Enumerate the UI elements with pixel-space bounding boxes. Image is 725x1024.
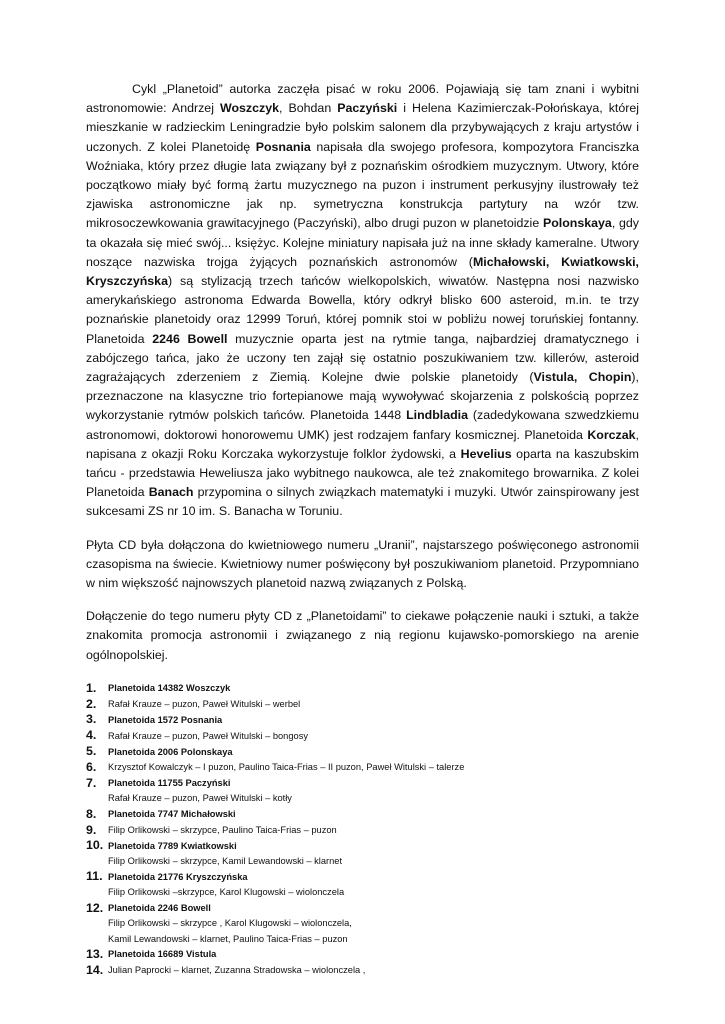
- bold-name: Michałowski, Kwiatkowski, Kryszczyńska: [86, 254, 639, 289]
- track-details: [108, 728, 308, 744]
- track-title: Planetoida 2006 Polonskaya: [108, 746, 233, 757]
- text-run: i Helena Kazimierczak-Połońskaya, której mieszkanie w radzieckim Leningradzie było polskim salonem dla przybywających z kraju artystów i uczonych. Z kolei Planetoidę: [86, 101, 639, 154]
- track-item: [86, 807, 639, 823]
- track-title: Planetoida 7789 Kwiatkowski: [108, 840, 237, 851]
- text-run: Dołączenie do tego numeru płyty CD z „Planetoidami” to ciekawe połączenie nauki i sztuki, a także znakomita promocja astronomii i związanego z nią regionu kujawsko-pomorskiego na arenie ogólnopolskiej.: [86, 609, 639, 662]
- track-item: [86, 760, 639, 776]
- track-item: [86, 681, 639, 697]
- track-performers: Krzysztof Kowalczyk – I puzon, Paulino Taica-Frias – II puzon, Paweł Witulski – talerze: [108, 762, 465, 773]
- body-text: [86, 80, 639, 665]
- track-number: 12.: [86, 900, 104, 915]
- track-performers: Filip Orlikowski –skrzypce, Karol Klugowski – wiolonczela: [108, 887, 345, 898]
- track-number: 5.: [86, 744, 97, 759]
- bold-name: 2246 Bowell: [152, 331, 228, 346]
- track-item: [86, 728, 639, 744]
- track-item: [86, 712, 639, 728]
- text-run: (zadedykowana szwedzkiemu astronomowi, doktorowi honorowemu UMK) jest rodzajem fanfary kosmicznej. Planetoida: [86, 408, 639, 442]
- track-item: [86, 744, 639, 760]
- track-performers: Rafał Krauze – puzon, Paweł Witulski – kotły: [108, 793, 292, 804]
- bold-name: Vistula, Chopin: [533, 370, 632, 385]
- bold-name: Posnania: [255, 139, 311, 154]
- track-details: [108, 681, 230, 697]
- text-run: , gdy ta okazała się mieć swój... księżyc. Kolejne miniatury napisała już na inne składy kameralne. Utwory noszące nazwiska trojga żyjących poznańskich astronomów (: [86, 216, 639, 269]
- track-details: [108, 776, 292, 807]
- track-title: Planetoida 11755 Paczyński: [108, 778, 231, 789]
- text-run: muzycznie oparta jest na rytmie tanga, najbardziej dramatycznego i zabójczego tańca, jako że uczony ten zajął się ostatnio poszukiwaniem tzw. killerów, asteroid zagrażających zderzeniem z Ziemią. Kolejne dwie polskie planetoidy (: [86, 331, 639, 385]
- track-performers: Filip Orlikowski – skrzypce, Paulino Taica-Frias – puzon: [108, 825, 337, 836]
- track-item: [86, 838, 639, 869]
- track-details: [108, 760, 464, 776]
- paragraph: [86, 607, 639, 665]
- track-number: 4.: [86, 728, 97, 743]
- track-list: [86, 681, 639, 979]
- text-run: oparta na kaszubskim tańcu - przedstawia Heweliusza jako wybitnego naukowca, ale też znakomitego browarnika. Z kolei Planetoida: [86, 446, 640, 500]
- track-title: Planetoida 21776 Kryszczyńska: [108, 871, 248, 882]
- track-item: [86, 963, 639, 979]
- track-title: Planetoida 7747 Michałowski: [108, 809, 236, 820]
- track-performers: Kamil Lewandowski – klarnet, Paulino Taica-Frias – puzon: [108, 933, 348, 944]
- track-performers: Rafał Krauze – puzon, Paweł Witulski – werbel: [108, 699, 301, 710]
- track-item: [86, 947, 639, 963]
- paragraph: [86, 80, 639, 522]
- bold-name: Lindbladia: [406, 408, 469, 423]
- track-details: [108, 947, 216, 963]
- track-details: [108, 823, 337, 839]
- bold-name: Polonskaya: [542, 216, 612, 231]
- track-details: [108, 963, 365, 979]
- track-item: [86, 901, 639, 947]
- track-details: [108, 807, 236, 823]
- bold-name: Hevelius: [460, 446, 512, 461]
- bold-name: Paczyński: [337, 101, 398, 116]
- track-performers: Filip Orlikowski – skrzypce , Karol Klugowski – wiolonczela,: [108, 918, 352, 929]
- track-number: 6.: [86, 759, 97, 774]
- track-performers: Rafał Krauze – puzon, Paweł Witulski – bongosy: [108, 730, 308, 741]
- track-item: [86, 869, 639, 900]
- track-details: [108, 869, 344, 900]
- bold-name: Banach: [148, 485, 194, 500]
- track-number: 3.: [86, 712, 97, 727]
- text-run: Cykl „Planetoid” autorka zaczęła pisać w roku 2006. Pojawiają się tam znani i wybitni astronomowie: Andrzej: [86, 82, 639, 116]
- track-details: [108, 712, 222, 728]
- bold-name: Korczak: [587, 427, 636, 442]
- text-run: ), przeznaczone na klasyczne trio fortepianowe mają wywoływać skojarzenia z polskością poprzez wykorzystanie rytmów polskich tańców. Planetoida 1448: [86, 370, 639, 423]
- track-number: 11.: [86, 869, 103, 884]
- track-details: [108, 901, 352, 947]
- track-number: 9.: [86, 822, 97, 837]
- text-run: napisała dla swojego profesora, kompozytora Franciszka Woźniaka, który przez długie lata związany był z poznańskim ośrodkiem muzycznym. Utwory, które początkowo miały być formą żartu muzycznego na puzon i instrument perkusyjny ilustrowały też zjawiska astronomiczne jak np. symetryczna konstrukcja partytury na wzór tzw. mikrosoczewkowania grawitacyjnego (Paczyński), albo drugi puzon w planetoidzie: [86, 139, 640, 231]
- track-number: 13.: [86, 946, 104, 961]
- track-title: Planetoida 1572 Posnania: [108, 714, 223, 725]
- track-number: 1.: [86, 680, 97, 695]
- track-item: [86, 823, 639, 839]
- track-details: [108, 744, 233, 760]
- text-run: przypomina o silnych związkach matematyki i muzyki. Utwór zainspirowany jest sukcesami ZS nr 10 im. S. Banacha w Toruniu.: [86, 485, 639, 519]
- text-run: , Bohdan: [279, 101, 338, 116]
- track-number: 2.: [86, 696, 97, 711]
- track-number: 10.: [86, 838, 104, 853]
- text-run: Płyta CD była dołączona do kwietniowego numeru „Uranii”, najstarszego poświęconego astronomii czasopisma na świecie. Kwietniowy numer poświęcony był poszukiwaniom planetoid. Przypomniano w nim większość najnowszych planetoid nazwą związanych z Polską.: [86, 537, 639, 591]
- track-details: [108, 838, 342, 869]
- text-run: ) są stylizacją trzech tańców wielkopolskich, wiwatów. Następna nosi nazwisko amerykańskiego astronoma Edwarda Bowella, który odkrył blisko 600 asteroid, m.in. te trzy poznańskie planetoidy oraz 12999 Toruń, której pomnik stoi w pobliżu nowej toruńskiej fontanny. Planetoida: [86, 274, 639, 346]
- bold-name: Woszczyk: [220, 101, 279, 116]
- document-page: [86, 80, 639, 979]
- track-performers: Julian Paprocki – klarnet, Zuzanna Stradowska – wiolonczela ,: [108, 965, 366, 976]
- track-details: [108, 697, 300, 713]
- track-number: 7.: [86, 775, 97, 790]
- track-item: [86, 697, 639, 713]
- paragraph: [86, 536, 639, 594]
- track-title: Planetoida 2246 Bowell: [108, 903, 211, 914]
- track-performers: Filip Orlikowski – skrzypce, Kamil Lewandowski – klarnet: [108, 856, 343, 867]
- text-run: , napisana z okazji Roku Korczaka wykorzystuje folklor żydowski, a: [86, 427, 639, 461]
- track-number: 14.: [86, 962, 104, 977]
- track-number: 8.: [86, 806, 97, 821]
- track-title: Planetoida 14382 Woszczyk: [108, 683, 231, 694]
- track-title: Planetoida 16689 Vistula: [108, 949, 217, 960]
- track-item: [86, 776, 639, 807]
